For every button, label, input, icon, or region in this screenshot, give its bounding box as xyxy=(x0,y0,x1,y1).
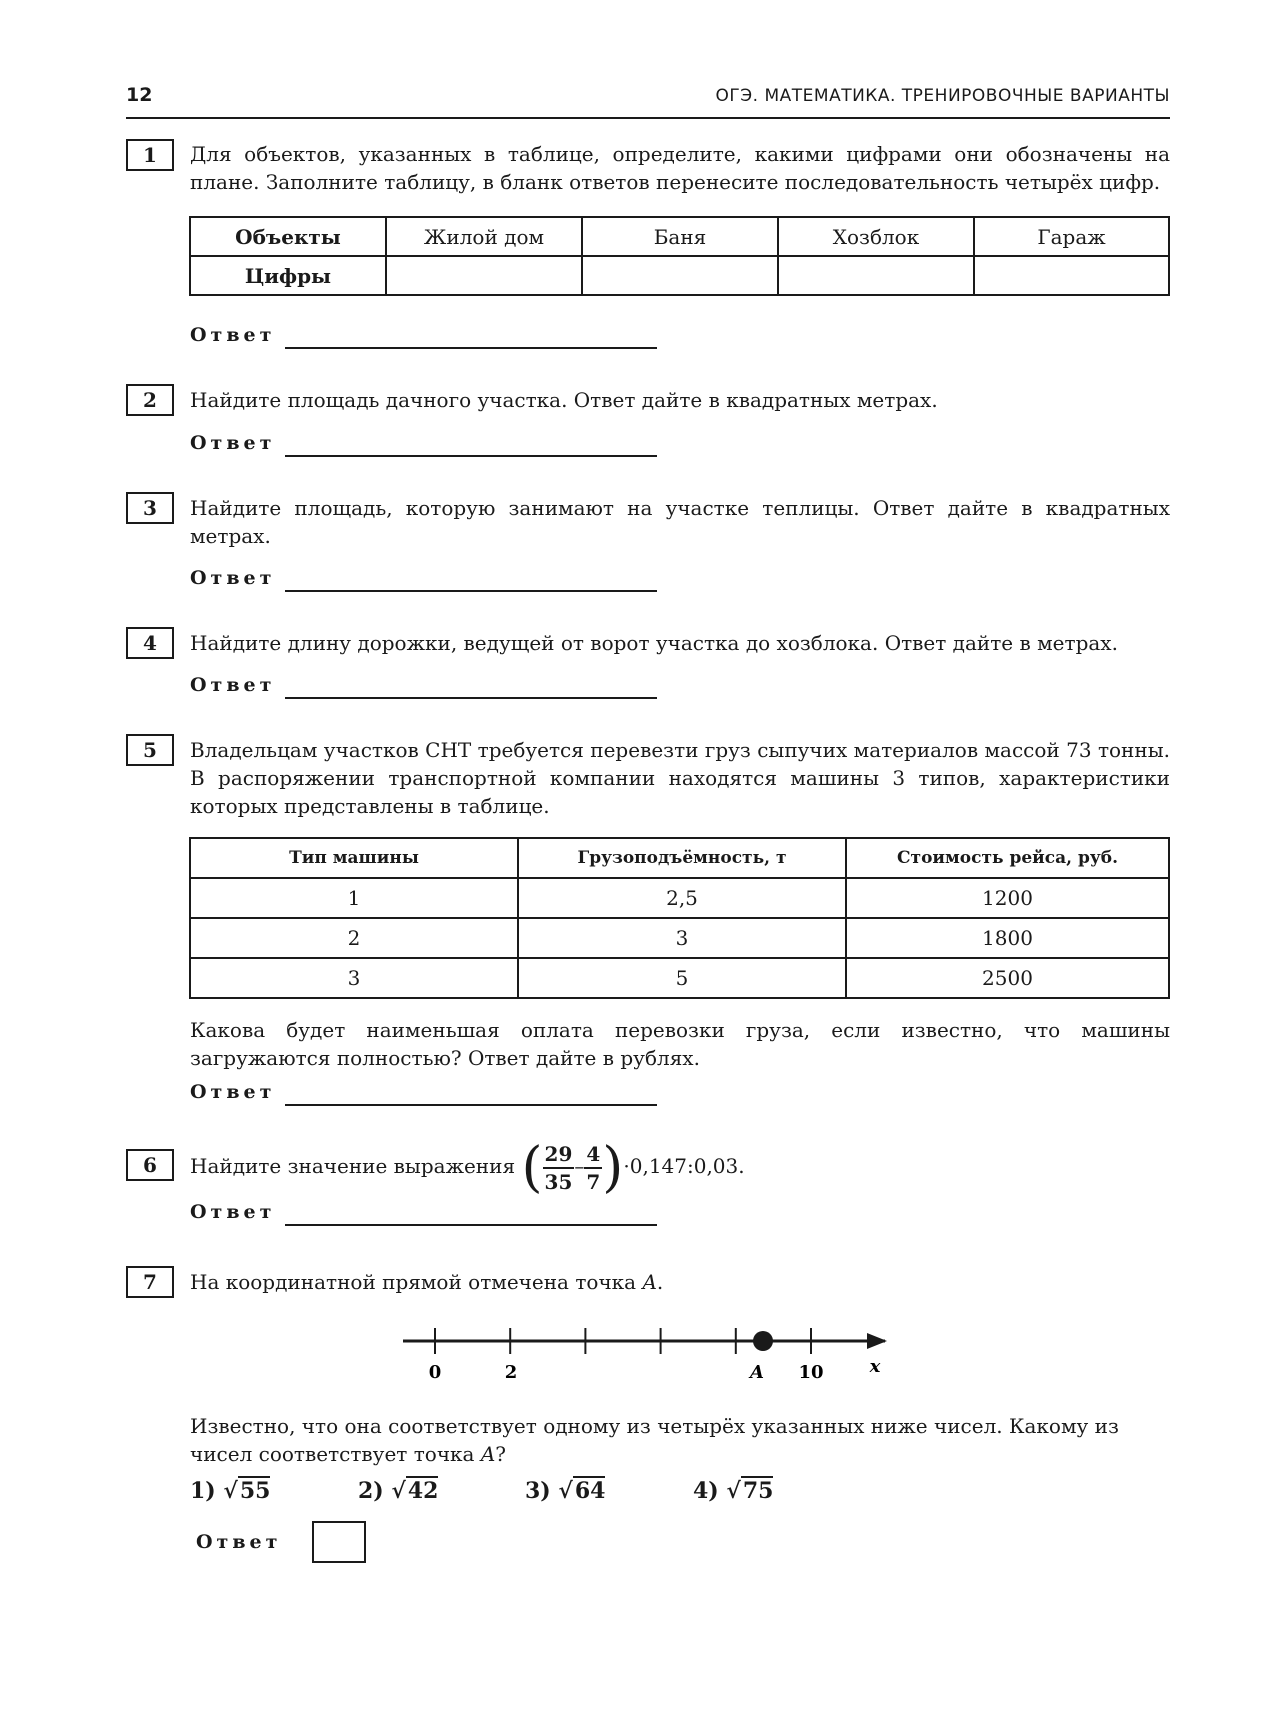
task-1-text: Для объектов, указанных в таблице, определите, какими цифрами они обозначены на плане. Заполните таблицу, в бланк ответов перенесите последовательность четырёх цифр. xyxy=(190,142,1170,194)
table-cell: 1 xyxy=(190,878,518,918)
fraction xyxy=(543,1141,575,1195)
option-4[interactable]: 4) √75 xyxy=(693,1478,774,1504)
option-radicand: 42 xyxy=(407,1478,439,1504)
option-prefix: 1) xyxy=(190,1478,216,1504)
header-divider xyxy=(126,117,1170,119)
table-cell: 5 xyxy=(518,958,846,998)
option-radicand: 55 xyxy=(239,1478,271,1504)
answer-field[interactable] xyxy=(285,590,657,592)
point-a-marker xyxy=(753,1331,773,1351)
table-answer-cell[interactable] xyxy=(778,256,974,295)
task-7-question-text: Известно, что она соответствует одному из четырёх указанных ниже чисел. Какому из чисел соответствует точка xyxy=(190,1414,1119,1466)
task-number-4: 4 xyxy=(126,627,174,659)
option-prefix: 4) xyxy=(693,1478,719,1504)
task-number-5: 5 xyxy=(126,734,174,766)
table-header-cell: Объекты xyxy=(190,217,386,256)
table-cell: Баня xyxy=(582,217,778,256)
task-5-question: Какова будет наименьшая оплата перевозки груза, если известно, что машины загружаются полностью? Ответ дайте в рублях. xyxy=(190,1018,1170,1070)
option-3[interactable]: 3) √64 xyxy=(525,1478,606,1504)
table-header-cell: Цифры xyxy=(190,256,386,295)
page-number: 12 xyxy=(126,84,153,106)
fraction-denominator: 7 xyxy=(586,1169,601,1194)
table-cell: 3 xyxy=(518,918,846,958)
minus-sign: – xyxy=(574,1154,585,1178)
table-header-cell: Тип машины xyxy=(190,838,518,878)
option-prefix: 3) xyxy=(525,1478,551,1504)
answer-label: Ответ xyxy=(190,432,276,454)
fraction-numerator: 4 xyxy=(584,1141,602,1169)
task-5-table xyxy=(189,837,1170,999)
question-mark: ? xyxy=(495,1442,507,1466)
table-answer-cell[interactable] xyxy=(386,256,582,295)
answer-field[interactable] xyxy=(285,347,657,349)
option-radicand: 75 xyxy=(742,1478,774,1504)
task-7-question xyxy=(190,1412,1170,1468)
answer-label: Ответ xyxy=(190,324,276,346)
tick-label: 2 xyxy=(504,1362,518,1383)
table-cell: 1800 xyxy=(846,918,1169,958)
answer-field[interactable] xyxy=(285,1224,657,1226)
table-cell: Жилой дом xyxy=(386,217,582,256)
task-1-table xyxy=(189,216,1170,296)
option-1[interactable]: 1) √55 xyxy=(190,1478,271,1504)
task-2-text: Найдите площадь дачного участка. Ответ дайте в квадратных метрах. xyxy=(190,388,938,412)
task-4-text: Найдите длину дорожки, ведущей от ворот участка до хозблока. Ответ дайте в метрах. xyxy=(190,631,1118,655)
table-cell: Гараж xyxy=(974,217,1169,256)
point-label: A xyxy=(642,1270,657,1294)
number-line xyxy=(395,1316,915,1386)
answer-label: Ответ xyxy=(190,1201,276,1223)
fraction-denominator: 35 xyxy=(544,1169,573,1194)
task-3-text: Найдите площадь, которую занимают на участке теплицы. Ответ дайте в квадратных метрах. xyxy=(190,496,1170,548)
task-number-1: 1 xyxy=(126,139,174,171)
tick-label: 0 xyxy=(428,1362,442,1383)
table-cell: 2 xyxy=(190,918,518,958)
table-header-cell: Грузоподъёмность, т xyxy=(518,838,846,878)
option-prefix: 2) xyxy=(358,1478,384,1504)
table-header-cell: Стоимость рейса, руб. xyxy=(846,838,1169,878)
right-paren: ) xyxy=(602,1135,624,1199)
fraction-numerator: 29 xyxy=(543,1141,575,1169)
answer-label: Ответ xyxy=(190,1081,276,1103)
axis-arrow xyxy=(867,1333,887,1349)
fraction xyxy=(584,1141,602,1195)
table-cell: Хозблок xyxy=(778,217,974,256)
answer-label: Ответ xyxy=(190,674,276,696)
option-2[interactable]: 2) √42 xyxy=(358,1478,439,1504)
answer-box[interactable] xyxy=(312,1521,366,1563)
option-radicand: 64 xyxy=(574,1478,606,1504)
task-5-text: Владельцам участков СНТ требуется перевезти груз сыпучих материалов массой 73 тонны. В распоряжении транспортной компании находятся машины 3 типов, характеристики которых представлены в таблице. xyxy=(190,738,1170,818)
task-6-text xyxy=(190,1135,1170,1199)
task-number-3: 3 xyxy=(126,492,174,524)
table-cell: 1200 xyxy=(846,878,1169,918)
task-6-lead: Найдите значение выражения xyxy=(190,1154,516,1178)
table-cell: 3 xyxy=(190,958,518,998)
task-7-end: . xyxy=(656,1270,664,1294)
point-label: A xyxy=(480,1442,496,1466)
axis-label-x: x xyxy=(869,1356,881,1377)
point-a-label: A xyxy=(750,1362,764,1383)
answer-field[interactable] xyxy=(285,455,657,457)
table-cell: 2,5 xyxy=(518,878,846,918)
answer-label: Ответ xyxy=(190,567,276,589)
task-number-6: 6 xyxy=(126,1149,174,1181)
answer-label: Ответ xyxy=(196,1531,282,1553)
answer-field[interactable] xyxy=(285,1104,657,1106)
task-number-2: 2 xyxy=(126,384,174,416)
table-answer-cell[interactable] xyxy=(582,256,778,295)
task-number-7: 7 xyxy=(126,1266,174,1298)
left-paren: ( xyxy=(521,1135,543,1199)
task-7-text xyxy=(190,1268,1170,1296)
expression-tail: ·0,147:0,03. xyxy=(623,1154,745,1178)
task-7-lead: На координатной прямой отмечена точка xyxy=(190,1270,637,1294)
running-header: ОГЭ. МАТЕМАТИКА. ТРЕНИРОВОЧНЫЕ ВАРИАНТЫ xyxy=(715,86,1170,106)
answer-field[interactable] xyxy=(285,697,657,699)
table-cell: 2500 xyxy=(846,958,1169,998)
table-answer-cell[interactable] xyxy=(974,256,1169,295)
tick-label: 10 xyxy=(798,1362,824,1383)
